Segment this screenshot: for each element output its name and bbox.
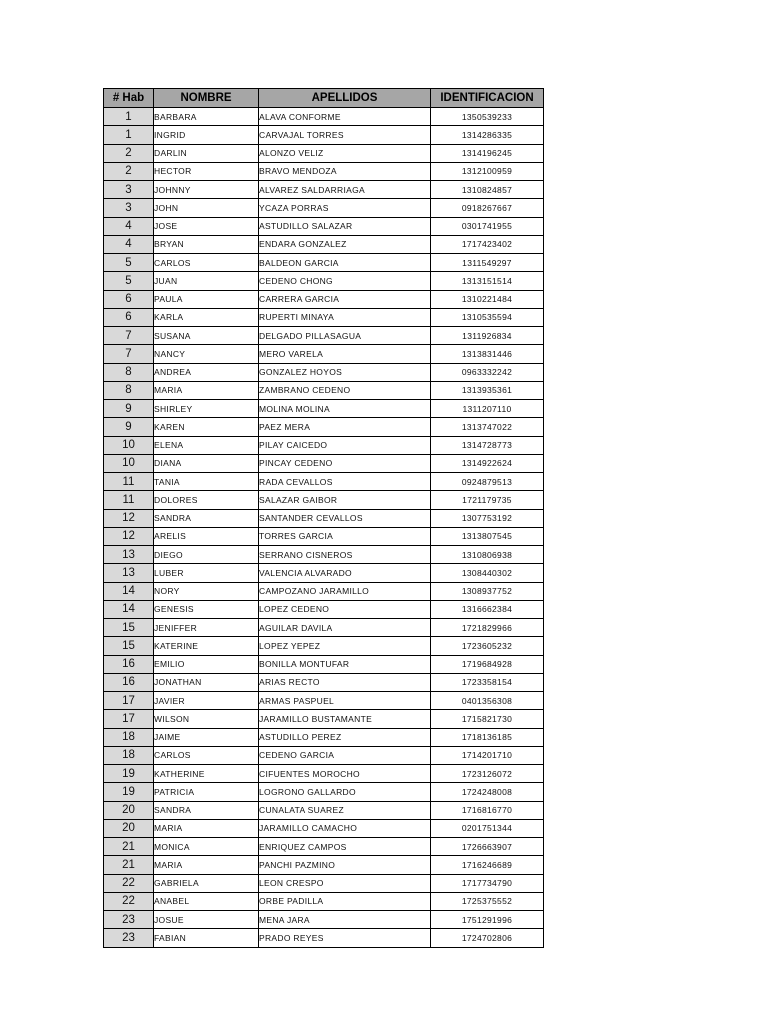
last-names-cell: ALONZO VELIZ	[259, 144, 431, 162]
identification-cell: 1721179735	[431, 491, 544, 509]
first-name-cell: DOLORES	[154, 491, 259, 509]
identification-cell: 1313807545	[431, 527, 544, 545]
table-row	[104, 509, 544, 527]
identification-cell: 0924879513	[431, 473, 544, 491]
first-name-cell: ANDREA	[154, 363, 259, 381]
identification-cell: 1718136185	[431, 728, 544, 746]
first-name-cell: JOSUE	[154, 911, 259, 929]
room-number-cell: 15	[104, 637, 154, 655]
last-names-cell: PAEZ MERA	[259, 418, 431, 436]
identification-cell: 1310221484	[431, 290, 544, 308]
room-number-cell: 16	[104, 673, 154, 691]
table-row	[104, 436, 544, 454]
identification-cell: 1311207110	[431, 400, 544, 418]
first-name-cell: SANDRA	[154, 801, 259, 819]
room-number-cell: 18	[104, 746, 154, 764]
room-number-cell: 13	[104, 546, 154, 564]
room-number-cell: 5	[104, 254, 154, 272]
table-row	[104, 345, 544, 363]
first-name-cell: HECTOR	[154, 162, 259, 180]
header-row	[104, 89, 544, 108]
first-name-cell: MARIA	[154, 856, 259, 874]
table-row	[104, 217, 544, 235]
first-name-cell: LUBER	[154, 564, 259, 582]
room-number-cell: 6	[104, 308, 154, 326]
table-row	[104, 235, 544, 253]
identification-cell: 0918267667	[431, 199, 544, 217]
table-row	[104, 527, 544, 545]
identification-cell: 1723605232	[431, 637, 544, 655]
room-number-cell: 8	[104, 363, 154, 381]
identification-cell: 1311549297	[431, 254, 544, 272]
table-row	[104, 162, 544, 180]
identification-cell: 1314728773	[431, 436, 544, 454]
first-name-cell: DIANA	[154, 454, 259, 472]
identification-cell: 1307753192	[431, 509, 544, 527]
last-names-cell: CARRERA GARCIA	[259, 290, 431, 308]
first-name-cell: DIEGO	[154, 546, 259, 564]
room-number-cell: 23	[104, 911, 154, 929]
table-row	[104, 272, 544, 290]
identification-cell: 1310535594	[431, 308, 544, 326]
room-number-cell: 12	[104, 509, 154, 527]
table-row	[104, 692, 544, 710]
table-row	[104, 838, 544, 856]
last-names-cell: TORRES GARCIA	[259, 527, 431, 545]
identification-cell: 1751291996	[431, 911, 544, 929]
identification-cell: 1314196245	[431, 144, 544, 162]
room-number-cell: 17	[104, 692, 154, 710]
identification-cell: 1723126072	[431, 765, 544, 783]
first-name-cell: BRYAN	[154, 235, 259, 253]
first-name-cell: JAIME	[154, 728, 259, 746]
first-name-cell: DARLIN	[154, 144, 259, 162]
room-number-cell: 18	[104, 728, 154, 746]
table-row	[104, 564, 544, 582]
last-names-cell: LOPEZ CEDENO	[259, 600, 431, 618]
first-name-cell: ARELIS	[154, 527, 259, 545]
room-number-cell: 2	[104, 144, 154, 162]
identification-cell: 1314286335	[431, 126, 544, 144]
first-name-cell: ANABEL	[154, 892, 259, 910]
identification-cell: 1726663907	[431, 838, 544, 856]
last-names-cell: RADA CEVALLOS	[259, 473, 431, 491]
identification-cell: 1716246689	[431, 856, 544, 874]
identification-cell: 0401356308	[431, 692, 544, 710]
table-row	[104, 144, 544, 162]
table-row	[104, 491, 544, 509]
room-number-cell: 7	[104, 345, 154, 363]
room-number-cell: 20	[104, 801, 154, 819]
first-name-cell: CARLOS	[154, 254, 259, 272]
first-name-cell: ELENA	[154, 436, 259, 454]
identification-cell: 1714201710	[431, 746, 544, 764]
room-number-cell: 19	[104, 765, 154, 783]
first-name-cell: TANIA	[154, 473, 259, 491]
identification-cell: 1313747022	[431, 418, 544, 436]
room-number-cell: 4	[104, 217, 154, 235]
table-row	[104, 308, 544, 326]
room-number-cell: 1	[104, 126, 154, 144]
last-names-cell: BRAVO MENDOZA	[259, 162, 431, 180]
last-names-cell: CIFUENTES MOROCHO	[259, 765, 431, 783]
first-name-cell: JAVIER	[154, 692, 259, 710]
table-row	[104, 856, 544, 874]
header-identification: IDENTIFICACION	[431, 89, 544, 108]
table-row	[104, 363, 544, 381]
last-names-cell: CEDENO CHONG	[259, 272, 431, 290]
identification-cell: 1350539233	[431, 108, 544, 126]
last-names-cell: ALVAREZ SALDARRIAGA	[259, 181, 431, 199]
last-names-cell: CARVAJAL TORRES	[259, 126, 431, 144]
first-name-cell: WILSON	[154, 710, 259, 728]
table-row	[104, 673, 544, 691]
identification-cell: 1724248008	[431, 783, 544, 801]
room-number-cell: 8	[104, 381, 154, 399]
last-names-cell: BALDEON GARCIA	[259, 254, 431, 272]
table-row	[104, 108, 544, 126]
table-row	[104, 819, 544, 837]
identification-cell: 1719684928	[431, 655, 544, 673]
last-names-cell: SANTANDER CEVALLOS	[259, 509, 431, 527]
identification-cell: 1308440302	[431, 564, 544, 582]
last-names-cell: ARMAS PASPUEL	[259, 692, 431, 710]
table-row	[104, 892, 544, 910]
last-names-cell: BONILLA MONTUFAR	[259, 655, 431, 673]
first-name-cell: KAREN	[154, 418, 259, 436]
first-name-cell: JUAN	[154, 272, 259, 290]
first-name-cell: NANCY	[154, 345, 259, 363]
room-number-cell: 3	[104, 181, 154, 199]
first-name-cell: SHIRLEY	[154, 400, 259, 418]
last-names-cell: YCAZA PORRAS	[259, 199, 431, 217]
last-names-cell: JARAMILLO BUSTAMANTE	[259, 710, 431, 728]
table-body	[104, 108, 544, 948]
last-names-cell: CEDENO GARCIA	[259, 746, 431, 764]
table-row	[104, 181, 544, 199]
room-number-cell: 2	[104, 162, 154, 180]
last-names-cell: ENRIQUEZ CAMPOS	[259, 838, 431, 856]
last-names-cell: ARIAS RECTO	[259, 673, 431, 691]
table-row	[104, 637, 544, 655]
room-number-cell: 3	[104, 199, 154, 217]
first-name-cell: KATERINE	[154, 637, 259, 655]
first-name-cell: JENIFFER	[154, 619, 259, 637]
last-names-cell: DELGADO PILLASAGUA	[259, 327, 431, 345]
first-name-cell: GABRIELA	[154, 874, 259, 892]
last-names-cell: AGUILAR DAVILA	[259, 619, 431, 637]
room-number-cell: 11	[104, 473, 154, 491]
table-row	[104, 400, 544, 418]
header-last-names: APELLIDOS	[259, 89, 431, 108]
table-row	[104, 381, 544, 399]
table-row	[104, 783, 544, 801]
identification-cell: 1313935361	[431, 381, 544, 399]
identification-cell: 1308937752	[431, 582, 544, 600]
last-names-cell: ASTUDILLO PEREZ	[259, 728, 431, 746]
room-number-cell: 15	[104, 619, 154, 637]
identification-cell: 1311926834	[431, 327, 544, 345]
room-number-cell: 13	[104, 564, 154, 582]
table-row	[104, 728, 544, 746]
identification-cell: 1313151514	[431, 272, 544, 290]
room-number-cell: 9	[104, 400, 154, 418]
identification-cell: 0963332242	[431, 363, 544, 381]
last-names-cell: RUPERTI MINAYA	[259, 308, 431, 326]
last-names-cell: PRADO REYES	[259, 929, 431, 947]
first-name-cell: PATRICIA	[154, 783, 259, 801]
room-number-cell: 14	[104, 600, 154, 618]
last-names-cell: MERO VARELA	[259, 345, 431, 363]
room-number-cell: 11	[104, 491, 154, 509]
room-number-cell: 10	[104, 436, 154, 454]
room-number-cell: 23	[104, 929, 154, 947]
first-name-cell: JOHNNY	[154, 181, 259, 199]
room-number-cell: 19	[104, 783, 154, 801]
table-row	[104, 199, 544, 217]
room-roster-table	[103, 88, 544, 948]
first-name-cell: KARLA	[154, 308, 259, 326]
first-name-cell: SANDRA	[154, 509, 259, 527]
identification-cell: 1310806938	[431, 546, 544, 564]
first-name-cell: JOHN	[154, 199, 259, 217]
table-row	[104, 874, 544, 892]
first-name-cell: PAULA	[154, 290, 259, 308]
last-names-cell: JARAMILLO CAMACHO	[259, 819, 431, 837]
first-name-cell: JOSE	[154, 217, 259, 235]
table-row	[104, 929, 544, 947]
identification-cell: 1721829966	[431, 619, 544, 637]
identification-cell: 1715821730	[431, 710, 544, 728]
identification-cell: 1717734790	[431, 874, 544, 892]
last-names-cell: CAMPOZANO JARAMILLO	[259, 582, 431, 600]
last-names-cell: MENA JARA	[259, 911, 431, 929]
room-number-cell: 14	[104, 582, 154, 600]
table-row	[104, 546, 544, 564]
identification-cell: 0301741955	[431, 217, 544, 235]
room-number-cell: 4	[104, 235, 154, 253]
last-names-cell: SERRANO CISNEROS	[259, 546, 431, 564]
room-number-cell: 20	[104, 819, 154, 837]
identification-cell: 1316662384	[431, 600, 544, 618]
last-names-cell: PILAY CAICEDO	[259, 436, 431, 454]
table-row	[104, 290, 544, 308]
identification-cell: 1723358154	[431, 673, 544, 691]
last-names-cell: ORBE PADILLA	[259, 892, 431, 910]
room-number-cell: 12	[104, 527, 154, 545]
last-names-cell: ALAVA CONFORME	[259, 108, 431, 126]
room-number-cell: 16	[104, 655, 154, 673]
identification-cell: 1724702806	[431, 929, 544, 947]
room-number-cell: 17	[104, 710, 154, 728]
identification-cell: 1310824857	[431, 181, 544, 199]
last-names-cell: VALENCIA ALVARADO	[259, 564, 431, 582]
header-first-name: NOMBRE	[154, 89, 259, 108]
last-names-cell: PINCAY CEDENO	[259, 454, 431, 472]
table-row	[104, 454, 544, 472]
room-number-cell: 1	[104, 108, 154, 126]
first-name-cell: MONICA	[154, 838, 259, 856]
last-names-cell: LEON CRESPO	[259, 874, 431, 892]
identification-cell: 1314922624	[431, 454, 544, 472]
last-names-cell: MOLINA MOLINA	[259, 400, 431, 418]
table-row	[104, 619, 544, 637]
identification-cell: 1717423402	[431, 235, 544, 253]
identification-cell: 1725375552	[431, 892, 544, 910]
header-room-number: # Hab	[104, 89, 154, 108]
table-row	[104, 710, 544, 728]
identification-cell: 1313831446	[431, 345, 544, 363]
table-header	[104, 89, 544, 108]
first-name-cell: INGRID	[154, 126, 259, 144]
first-name-cell: SUSANA	[154, 327, 259, 345]
last-names-cell: ENDARA GONZALEZ	[259, 235, 431, 253]
first-name-cell: FABIAN	[154, 929, 259, 947]
first-name-cell: JONATHAN	[154, 673, 259, 691]
identification-cell: 0201751344	[431, 819, 544, 837]
last-names-cell: ASTUDILLO SALAZAR	[259, 217, 431, 235]
table-row	[104, 911, 544, 929]
room-number-cell: 22	[104, 892, 154, 910]
identification-cell: 1716816770	[431, 801, 544, 819]
first-name-cell: CARLOS	[154, 746, 259, 764]
first-name-cell: EMILIO	[154, 655, 259, 673]
room-number-cell: 10	[104, 454, 154, 472]
room-number-cell: 21	[104, 856, 154, 874]
room-number-cell: 5	[104, 272, 154, 290]
first-name-cell: NORY	[154, 582, 259, 600]
last-names-cell: LOPEZ YEPEZ	[259, 637, 431, 655]
table-row	[104, 600, 544, 618]
last-names-cell: CUNALATA SUAREZ	[259, 801, 431, 819]
identification-cell: 1312100959	[431, 162, 544, 180]
last-names-cell: SALAZAR GAIBOR	[259, 491, 431, 509]
last-names-cell: ZAMBRANO CEDENO	[259, 381, 431, 399]
room-roster-sheet	[103, 88, 543, 948]
first-name-cell: BARBARA	[154, 108, 259, 126]
room-number-cell: 7	[104, 327, 154, 345]
table-row	[104, 582, 544, 600]
table-row	[104, 765, 544, 783]
first-name-cell: GENESIS	[154, 600, 259, 618]
room-number-cell: 22	[104, 874, 154, 892]
table-row	[104, 655, 544, 673]
table-row	[104, 327, 544, 345]
table-row	[104, 746, 544, 764]
table-row	[104, 126, 544, 144]
last-names-cell: GONZALEZ HOYOS	[259, 363, 431, 381]
first-name-cell: KATHERINE	[154, 765, 259, 783]
first-name-cell: MARIA	[154, 819, 259, 837]
room-number-cell: 21	[104, 838, 154, 856]
last-names-cell: LOGRONO GALLARDO	[259, 783, 431, 801]
first-name-cell: MARIA	[154, 381, 259, 399]
last-names-cell: PANCHI PAZMINO	[259, 856, 431, 874]
table-row	[104, 254, 544, 272]
room-number-cell: 6	[104, 290, 154, 308]
table-row	[104, 418, 544, 436]
table-row	[104, 801, 544, 819]
room-number-cell: 9	[104, 418, 154, 436]
table-row	[104, 473, 544, 491]
